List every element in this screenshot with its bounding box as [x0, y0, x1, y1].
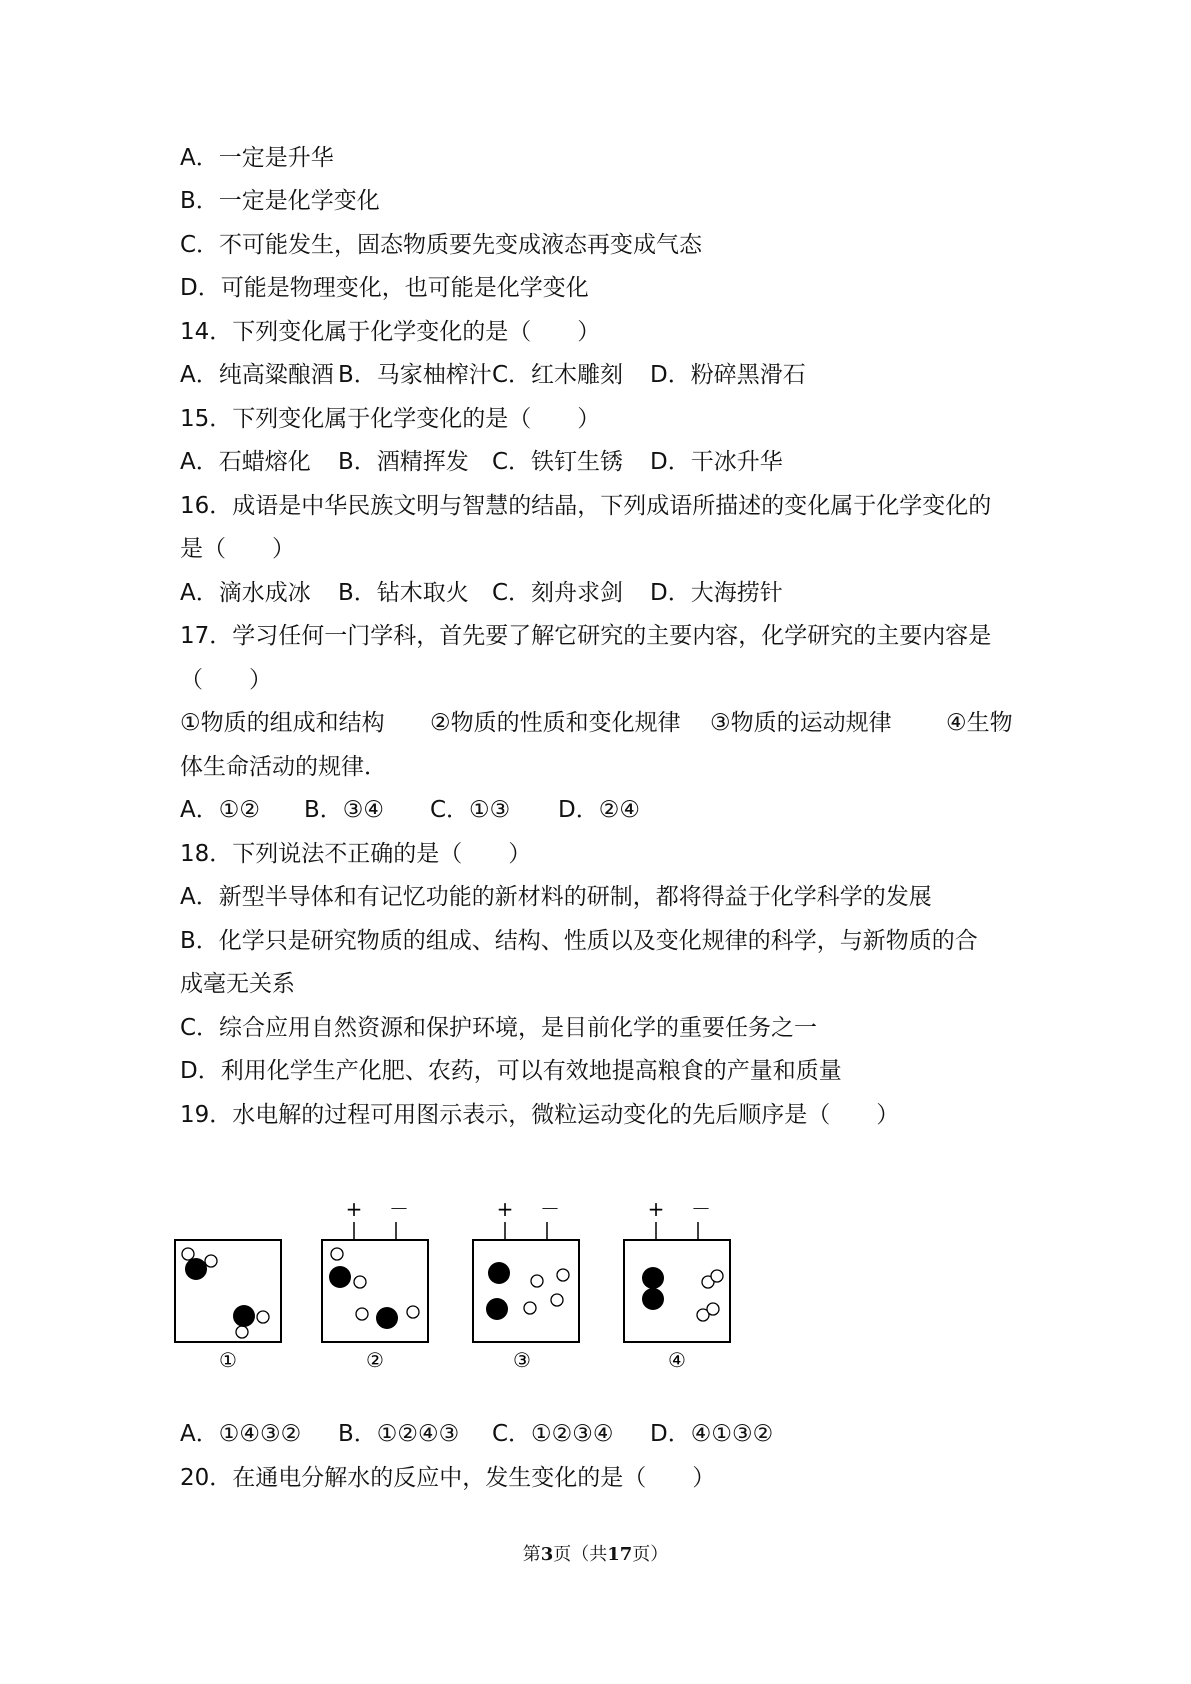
q15-option-d: D．干冰升华	[650, 449, 783, 475]
q17-stem-line2: （ ）	[180, 667, 272, 693]
oxygen-atom	[329, 1266, 351, 1288]
q19-option-a: A．①④③②	[180, 1421, 302, 1447]
q18-stem: 18．下列说法不正确的是（ ）	[180, 841, 532, 867]
footer-middle: 页（共	[553, 1544, 608, 1565]
q14-option-c: C．红木雕刻	[492, 362, 624, 388]
oxygen-atom	[642, 1267, 664, 1289]
hydrogen-atom	[257, 1311, 269, 1323]
q14-options	[180, 360, 1040, 390]
q16-option-a: A．滴水成冰	[180, 580, 311, 606]
footer-page-number: 3	[540, 1544, 554, 1565]
q16-stem-line1: 16．成语是中华民族文明与智慧的结晶，下列成语所描述的变化属于化学变化的	[180, 493, 992, 519]
hydrogen-atom	[182, 1248, 194, 1260]
q16-stem-line2: 是（ ）	[180, 536, 295, 562]
footer-total-pages: 17	[607, 1544, 633, 1565]
q14-option-b: B．马家柚榨汁	[338, 362, 492, 388]
panel-4-label: ④	[668, 1348, 686, 1372]
q17-option-c: C．①③	[430, 797, 511, 823]
q18-option-b-line2: 成毫无关系	[180, 971, 295, 997]
hydrogen-atom	[707, 1303, 719, 1315]
panel-3-label: ③	[513, 1348, 531, 1372]
q15-option-c: C．铁钉生锈	[492, 449, 624, 475]
q18-option-c: C．综合应用自然资源和保护环境，是目前化学的重要任务之一	[180, 1015, 818, 1041]
q17-items-line2: 体生命活动的规律．	[180, 754, 387, 780]
water-electrolysis-diagram	[175, 1197, 795, 1425]
q17-items-line1	[180, 708, 1040, 738]
q14-option-d: D．粉碎黑滑石	[650, 362, 806, 388]
hydrogen-atom	[711, 1270, 723, 1282]
q19-options	[180, 1419, 1040, 1449]
hydrogen-atom	[551, 1294, 563, 1306]
panel-3	[473, 1197, 579, 1372]
q17-stem-line1: 17．学习任何一门学科，首先要了解它研究的主要内容，化学研究的主要内容是	[180, 623, 992, 649]
page-footer	[0, 1543, 1191, 1567]
panel-1	[175, 1240, 281, 1372]
q13-option-d: D．可能是物理变化，也可能是化学变化	[180, 275, 589, 301]
footer-prefix: 第	[522, 1544, 541, 1565]
plus-sign: +	[345, 1197, 363, 1221]
q17-item-1: ①物质的组成和结构	[180, 710, 385, 736]
panel-4-box	[624, 1240, 730, 1342]
panel-2	[322, 1197, 428, 1372]
q18-option-d: D．利用化学生产化肥、农药，可以有效地提高粮食的产量和质量	[180, 1058, 842, 1084]
hydrogen-atom	[524, 1302, 536, 1314]
q17-item-4: ④生物	[946, 710, 1013, 736]
q17-item-3: ③物质的运动规律	[710, 710, 892, 736]
q16-option-d: D．大海捞针	[650, 580, 783, 606]
footer-suffix: 页）	[632, 1544, 669, 1565]
plus-sign: +	[496, 1197, 514, 1221]
panel-2-label: ②	[366, 1348, 384, 1372]
q19-option-b: B．①②④③	[338, 1421, 460, 1447]
q15-stem: 15．下列变化属于化学变化的是（ ）	[180, 406, 601, 432]
q14-stem: 14．下列变化属于化学变化的是（ ）	[180, 319, 601, 345]
panel-3-box	[473, 1240, 579, 1342]
hydrogen-atom	[407, 1306, 419, 1318]
hydrogen-atom	[557, 1269, 569, 1281]
q20-stem: 20．在通电分解水的反应中，发生变化的是（ ）	[180, 1465, 716, 1491]
q18-option-b-line1: B．化学只是研究物质的组成、结构、性质以及变化规律的科学，与新物质的合	[180, 928, 978, 954]
q13-option-a: A．一定是升华	[180, 145, 334, 171]
q16-option-b: B．钻木取火	[338, 580, 469, 606]
q13-option-b: B．一定是化学变化	[180, 188, 380, 214]
oxygen-atom	[185, 1258, 207, 1280]
oxygen-atom	[488, 1262, 510, 1284]
panel-4	[624, 1197, 730, 1372]
q17-option-d: D．②④	[558, 797, 640, 823]
q17-option-b: B．③④	[304, 797, 385, 823]
hydrogen-atom	[356, 1308, 368, 1320]
hydrogen-atom	[531, 1275, 543, 1287]
q17-item-2: ②物质的性质和变化规律	[430, 710, 681, 736]
plus-sign: +	[647, 1197, 665, 1221]
q15-option-b: B．酒精挥发	[338, 449, 469, 475]
q19-option-c: C．①②③④	[492, 1421, 614, 1447]
q18-option-a: A．新型半导体和有记忆功能的新材料的研制，都将得益于化学科学的发展	[180, 884, 932, 910]
oxygen-atom	[642, 1288, 664, 1310]
oxygen-atom	[486, 1298, 508, 1320]
oxygen-atom	[376, 1307, 398, 1329]
q17-option-a: A．①②	[180, 797, 260, 823]
q14-option-a: A．纯高粱酿酒	[180, 362, 334, 388]
oxygen-atom	[233, 1305, 255, 1327]
panel-1-label: ①	[219, 1348, 237, 1372]
minus-sign: －	[691, 1197, 711, 1221]
hydrogen-atom	[236, 1326, 248, 1338]
q16-option-c: C．刻舟求剑	[492, 580, 624, 606]
q13-option-c: C．不可能发生，固态物质要先变成液态再变成气态	[180, 232, 703, 258]
hydrogen-atom	[354, 1276, 366, 1288]
q15-options	[180, 447, 1040, 477]
hydrogen-atom	[205, 1255, 217, 1267]
q17-options	[180, 795, 1040, 825]
hydrogen-atom	[331, 1248, 343, 1260]
q19-stem: 19．水电解的过程可用图示表示，微粒运动变化的先后顺序是（ ）	[180, 1102, 900, 1128]
q16-options	[180, 578, 1040, 608]
q19-option-d: D．④①③②	[650, 1421, 774, 1447]
minus-sign: －	[389, 1197, 409, 1221]
minus-sign: －	[540, 1197, 560, 1221]
q15-option-a: A．石蜡熔化	[180, 449, 311, 475]
